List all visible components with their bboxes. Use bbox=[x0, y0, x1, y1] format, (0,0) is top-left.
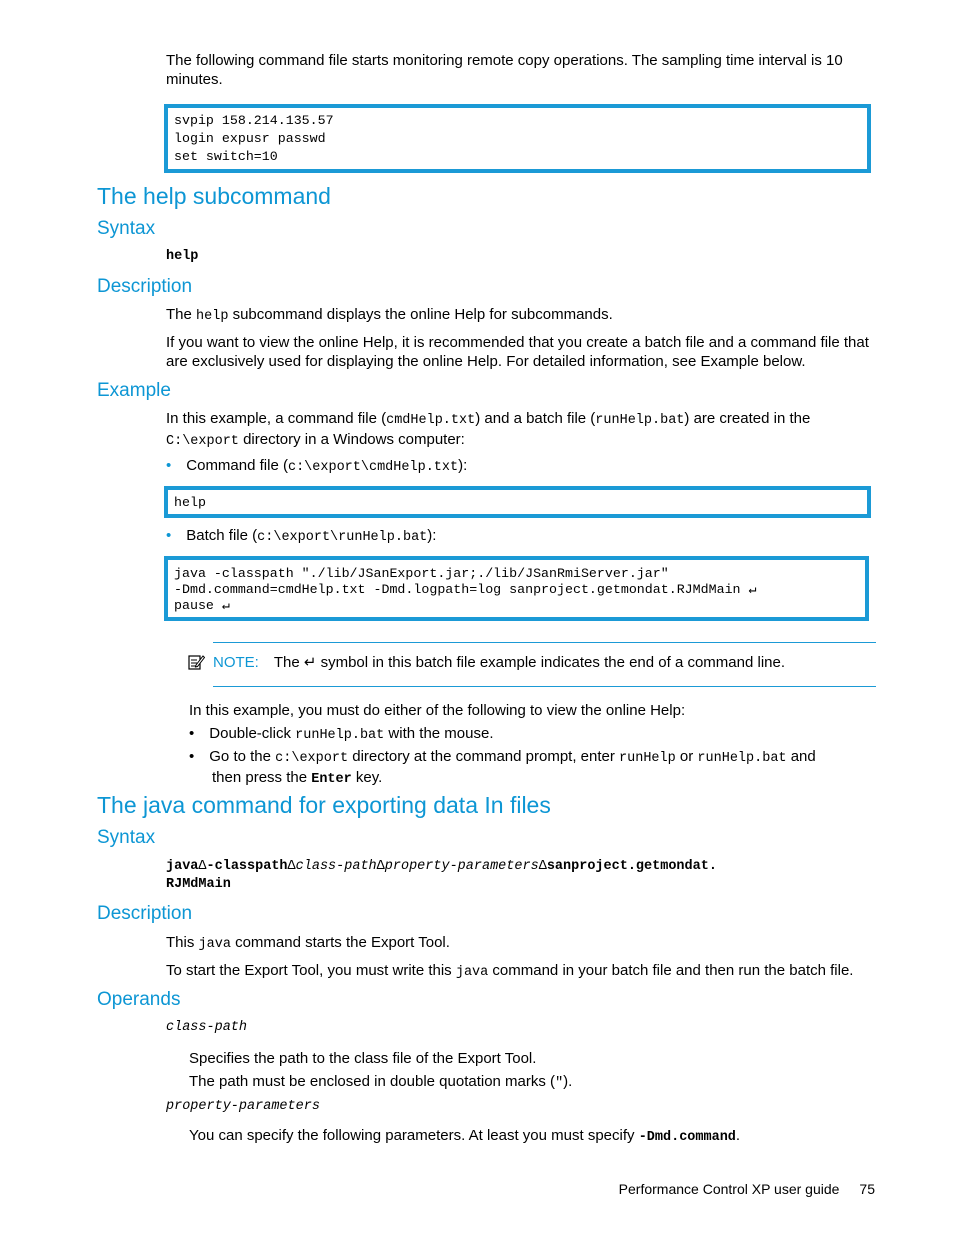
help-description-heading: Description bbox=[97, 276, 193, 297]
java-section-title: The java command for exporting data In files bbox=[97, 792, 551, 818]
syntax-part: -classpath bbox=[206, 859, 288, 874]
help-example-heading: Example bbox=[97, 380, 171, 401]
text: ): bbox=[458, 457, 468, 474]
inline-code: runHelp.bat bbox=[295, 728, 385, 743]
help-syntax-heading: Syntax bbox=[97, 218, 156, 239]
text: ) and a batch file ( bbox=[475, 410, 596, 427]
java-syntax-heading: Syntax bbox=[97, 827, 156, 848]
inline-code: java bbox=[198, 937, 231, 952]
note-bottom-rule bbox=[213, 686, 876, 687]
list-item-double-click bbox=[189, 724, 493, 745]
operand-class-path: class-path bbox=[166, 1020, 248, 1035]
text: Go to the bbox=[209, 748, 276, 765]
inline-code: c:\export\runHelp.bat bbox=[257, 530, 428, 545]
text: To start the Export Tool, you must write this bbox=[166, 962, 456, 979]
help-desc-1 bbox=[166, 305, 876, 326]
text: directory at the command prompt, enter bbox=[348, 748, 620, 765]
syntax-part: class-path bbox=[295, 859, 377, 874]
help-syntax: help bbox=[166, 249, 199, 264]
text: You can specify the following parameters. At least you must specify bbox=[189, 1127, 639, 1144]
syntax-part: property-parameters bbox=[384, 859, 539, 874]
operand-class-path-desc bbox=[189, 1047, 572, 1095]
bullet-batch-file bbox=[166, 526, 436, 547]
inline-code: runHelp bbox=[619, 751, 676, 766]
code-line: svpip 158.214.135.57 bbox=[174, 113, 334, 128]
code-block-monitor bbox=[164, 104, 871, 173]
inline-code: -Dmd.command bbox=[638, 1130, 736, 1145]
text: The ↵ symbol in this batch file example indicates the end of a command line. bbox=[273, 654, 786, 671]
operand-property-parameters-desc bbox=[189, 1126, 740, 1147]
inline-code: java bbox=[455, 965, 489, 980]
inline-code: runHelp.bat bbox=[697, 751, 787, 766]
text: and bbox=[786, 748, 816, 765]
inline-code: Enter bbox=[311, 772, 352, 787]
text: In this example, a command file ( bbox=[166, 410, 387, 427]
inline-code: " bbox=[555, 1076, 564, 1091]
text: then press the bbox=[212, 769, 312, 786]
code-line: login expusr passwd bbox=[174, 131, 326, 146]
note-top-rule bbox=[213, 642, 876, 643]
inline-code: c:\export bbox=[275, 751, 349, 766]
note-label: NOTE: bbox=[213, 654, 259, 671]
java-syntax bbox=[166, 858, 717, 894]
help-section-title: The help subcommand bbox=[97, 183, 331, 209]
help-example-paragraph bbox=[166, 409, 876, 451]
bullet-dot-icon: • bbox=[189, 748, 195, 765]
text: . bbox=[735, 1127, 741, 1144]
syntax-delimiter: Δ bbox=[538, 859, 547, 874]
code-line: -Dmd.command=cmdHelp.txt -Dmd.logpath=log sanproject.getmondat.RJMdMain ↵ bbox=[174, 582, 757, 597]
text: ): bbox=[427, 527, 437, 544]
code-line: set switch=10 bbox=[174, 149, 278, 164]
after-note-paragraph: In this example, you must do either of the following to view the online Help: bbox=[189, 702, 686, 719]
intro-paragraph: The following command file starts monitoring remote copy operations. The sampling time interval is 10 minutes. bbox=[166, 52, 843, 88]
java-description-heading: Description bbox=[97, 903, 193, 924]
text: Double-click bbox=[209, 725, 296, 742]
operand-property-parameters: property-parameters bbox=[166, 1099, 320, 1114]
page-number: 75 bbox=[859, 1181, 875, 1197]
text: Command file ( bbox=[186, 457, 288, 474]
syntax-delimiter: Δ bbox=[198, 859, 207, 874]
code-line: java -classpath "./lib/JSanExport.jar;./lib/JSanRmiServer.jar" bbox=[174, 566, 669, 581]
syntax-delimiter: Δ bbox=[376, 859, 385, 874]
text: Batch file ( bbox=[186, 527, 258, 544]
code-block-batch-file bbox=[164, 556, 869, 621]
help-desc-2: If you want to view the online Help, it is recommended that you create a batch file and a command file that are exclusively used for displaying the online Help. For detailed information, see Example below. bbox=[166, 334, 869, 370]
text: The bbox=[166, 306, 197, 323]
note-text bbox=[213, 653, 785, 672]
text: ). bbox=[563, 1073, 573, 1090]
note-pencil-icon bbox=[187, 653, 205, 675]
text: directory in a Windows computer: bbox=[238, 431, 465, 448]
text: ) are created in the bbox=[684, 410, 811, 427]
text: command starts the Export Tool. bbox=[230, 934, 450, 951]
footer-guide-title: Performance Control XP user guide bbox=[618, 1181, 840, 1197]
code-line: help bbox=[174, 495, 206, 510]
text: Specifies the path to the class file of the Export Tool. bbox=[189, 1050, 537, 1067]
syntax-delimiter: Δ bbox=[287, 859, 296, 874]
inline-code: c:\export\cmdHelp.txt bbox=[287, 460, 459, 475]
syntax-part: RJMdMain bbox=[166, 877, 231, 892]
operands-heading: Operands bbox=[97, 989, 181, 1010]
java-desc-1 bbox=[166, 933, 876, 954]
text: subcommand displays the online Help for subcommands. bbox=[228, 306, 613, 323]
list-item-command-prompt bbox=[189, 747, 816, 789]
bullet-dot-icon: • bbox=[166, 457, 172, 474]
bullet-command-file bbox=[166, 456, 467, 477]
code-block-command-file bbox=[164, 486, 871, 518]
inline-code: C:\export bbox=[166, 434, 239, 449]
code-line: pause ↵ bbox=[174, 598, 230, 613]
text: command in your batch file and then run the batch file. bbox=[488, 962, 854, 979]
inline-code: runHelp.bat bbox=[595, 413, 685, 428]
inline-code: cmdHelp.txt bbox=[386, 413, 476, 428]
page-footer bbox=[619, 1180, 875, 1198]
java-desc-2 bbox=[166, 961, 876, 982]
text: key. bbox=[351, 769, 383, 786]
text: with the mouse. bbox=[384, 725, 494, 742]
bullet-dot-icon: • bbox=[189, 725, 195, 742]
inline-code: help bbox=[196, 309, 229, 324]
text: or bbox=[675, 748, 698, 765]
bullet-dot-icon: • bbox=[166, 527, 172, 544]
text: This bbox=[166, 934, 199, 951]
syntax-part: sanproject.getmondat. bbox=[546, 859, 717, 874]
text: The path must be enclosed in double quotation marks ( bbox=[189, 1073, 556, 1090]
syntax-part: java bbox=[166, 859, 199, 874]
